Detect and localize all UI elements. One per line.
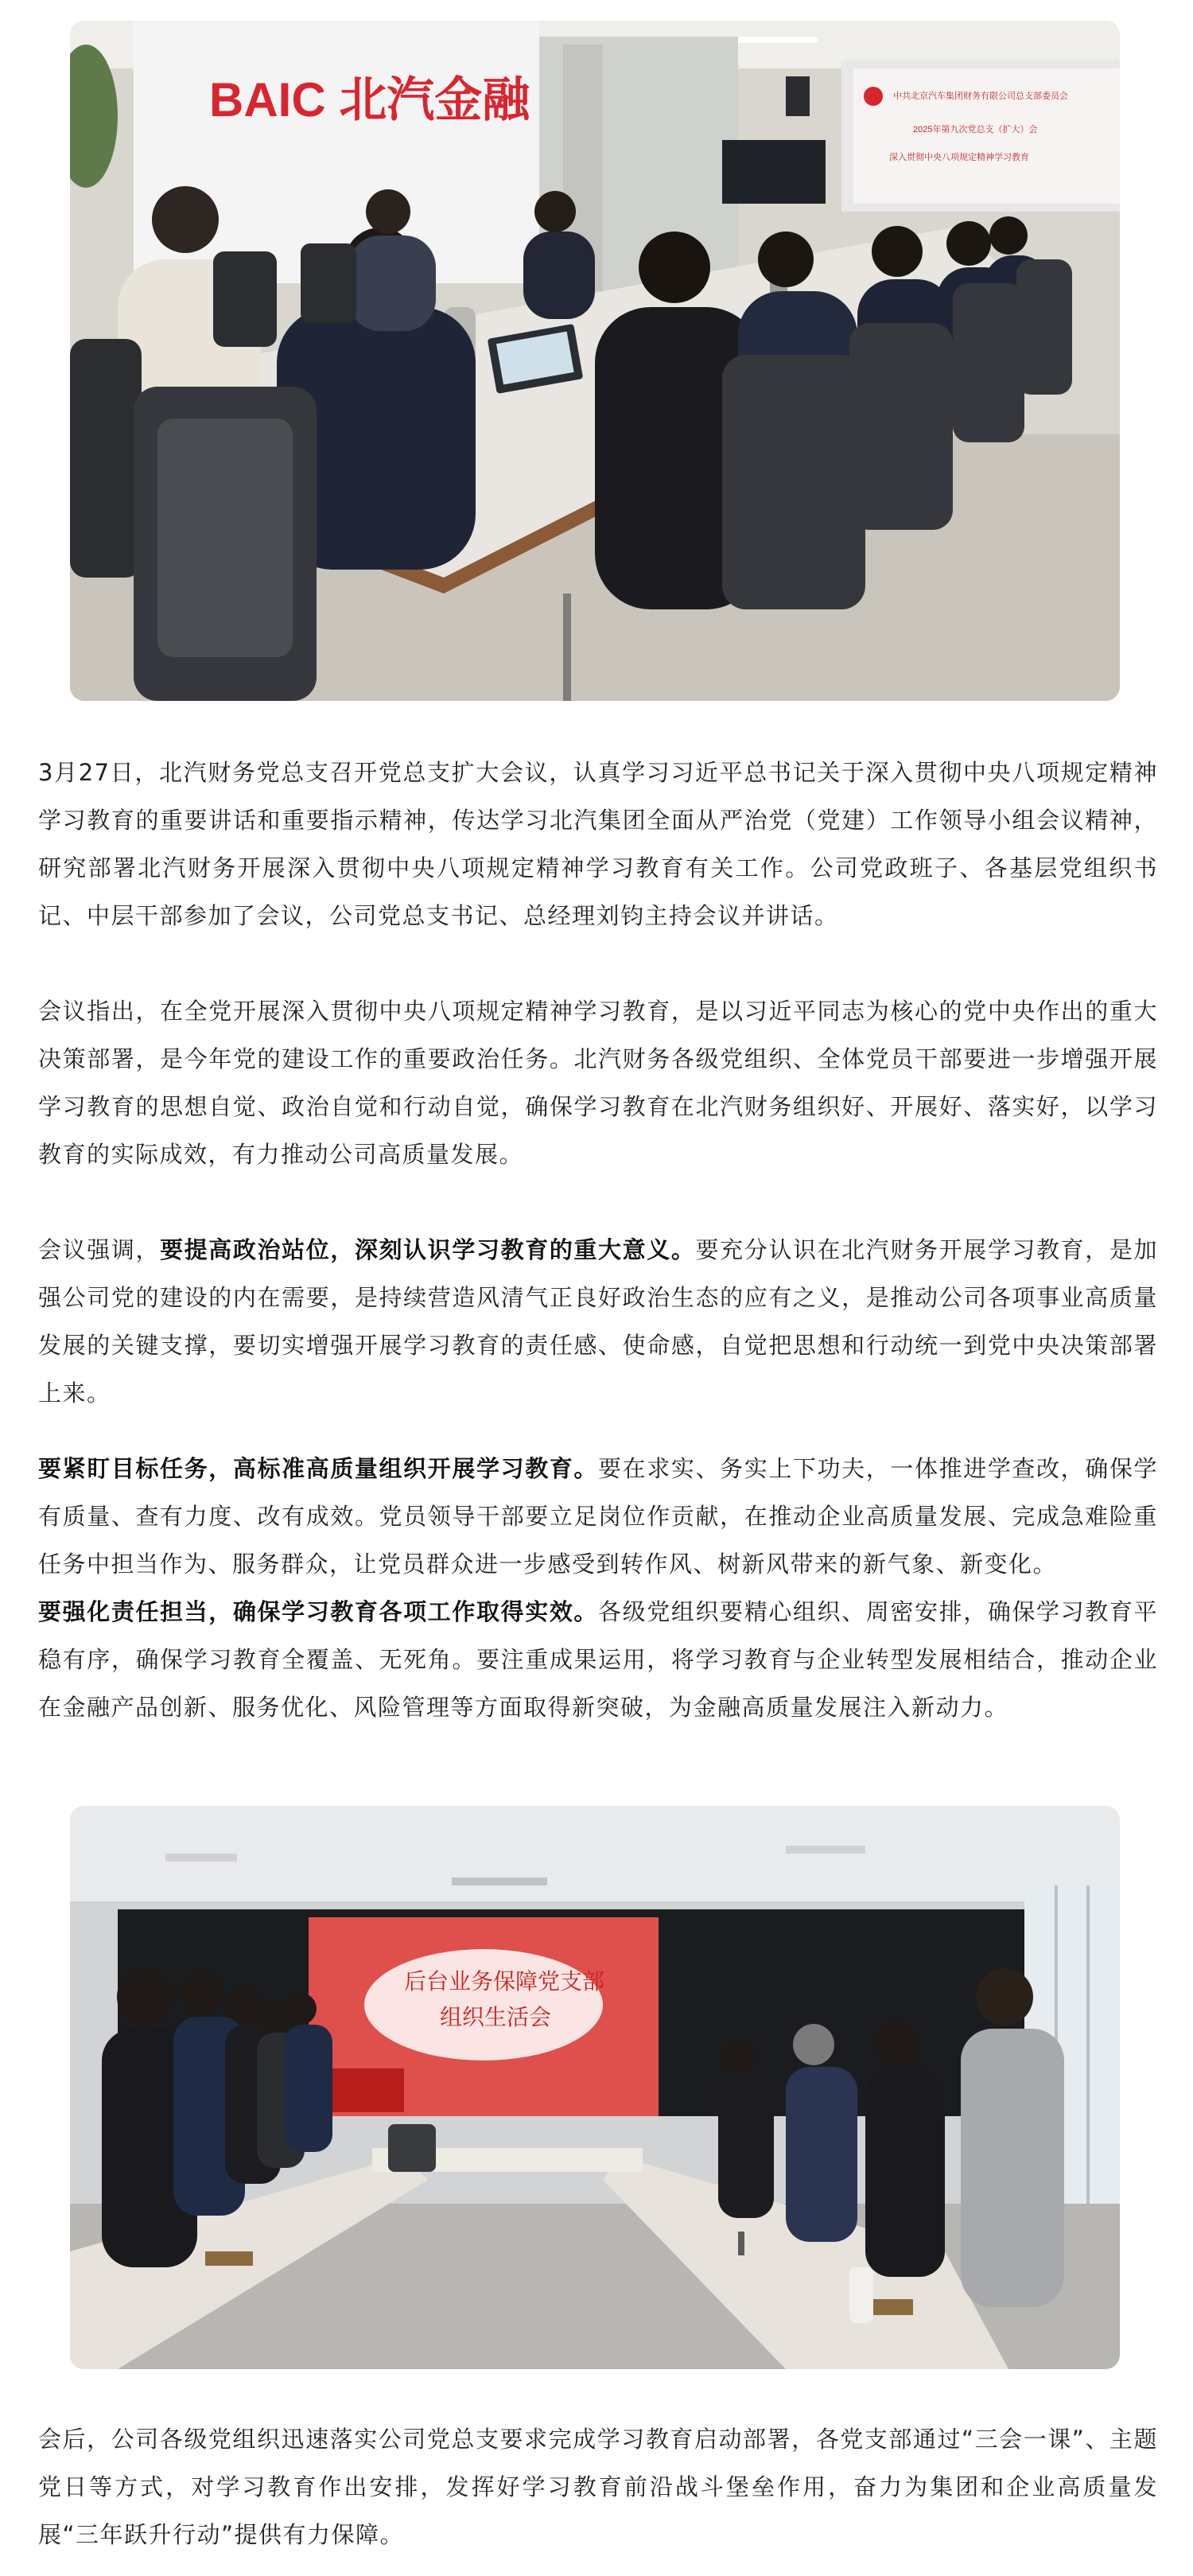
paragraph-meeting-points: 会议指出，在全党开展深入贯彻中央八项规定精神学习教育，是以习近平同志为核心的党中央作出的重大决策部署，是今年党的建设工作的重要政治任务。北汽财务各级党组织、全体党员干部要进一步增强开展学习教育的思想自觉、政治自觉和行动自觉，确保学习教育在北汽财务组织好、开展好、落实好，以学习教育的实际成效，有力推动公司高质量发展。 bbox=[38, 998, 1158, 1168]
paragraph-follow-up: 会后，公司各级党组织迅速落实公司党总支要求完成学习教育启动部署，各党支部通过“三会一课”、主题党日等方式，对学习教育作出安排，发挥好学习教育前沿战斗堡垒作用，奋力为集团和企业高质量发展“三年跃升行动”提供有力保障。 bbox=[38, 2426, 1158, 2548]
p3-rest: 要充分认识在北汽财务开展学习教育，是加强公司党的建设的内在需要，是持续营造风清气正良好政治生态的应有之义，是推动公司各项事业高质量发展的关键支撑，要切实增强开展学习教育的责任感、使命感，自觉把思想和行动统一到党中央决策部署上来。 bbox=[38, 1236, 1158, 1407]
p4-bold: 要紧盯目标任务，高标准高质量组织开展学习教育。 bbox=[38, 1455, 599, 1482]
screen-subtitle: 组织生活会 bbox=[440, 2005, 552, 2029]
screen-line-3: 深入贯彻中央八项规定精神学习教育 bbox=[889, 153, 1029, 162]
p4-rest: 要在求实、务实上下功夫，一体推进学查改，确保学有质量、查有力度、改有成效。党员领导干部要立足岗位作贡献，在推动企业高质量发展、完成急难险重任务中担当作为、服务群众，让党员群众进一步感受到转作风、树新风带来的新气象、新变化。 bbox=[38, 1455, 1158, 1578]
meeting-photo-illustration bbox=[70, 21, 1120, 701]
p3-bold: 要提高政治站位，深刻认识学习教育的重大意义。 bbox=[160, 1236, 696, 1263]
meeting-photo bbox=[70, 21, 1120, 701]
paragraph-responsibility bbox=[38, 1588, 1158, 1731]
p5-rest: 各级党组织要精心组织、周密安排，确保学习教育平稳有序，确保学习教育全覆盖、无死角。要注重成果运用，将学习教育与企业转型发展相结合，推动企业在金融产品创新、服务优化、风险管理等方面取得新突破，为金融高质量发展注入新动力。 bbox=[38, 1598, 1158, 1721]
branch-meeting-photo bbox=[70, 1806, 1120, 2369]
branch-meeting-photo-illustration bbox=[70, 1806, 1120, 2369]
company-logo: BAIC 北汽金融 bbox=[209, 73, 530, 126]
p3-lead: 会议强调， bbox=[38, 1236, 161, 1263]
screen-line-1: 中共北京汽车集团财务有限公司总支部委员会 bbox=[893, 91, 1068, 101]
paragraph-political-stance bbox=[38, 1226, 1158, 1417]
screen-line-2: 2025年第九次党总支（扩大）会 bbox=[913, 125, 1038, 134]
screen-title: 后台业务保障党支部 bbox=[404, 1969, 605, 1994]
p5-bold: 要强化责任担当，确保学习教育各项工作取得实效。 bbox=[38, 1598, 599, 1625]
paragraph-meeting-summary: 3月27日，北汽财务党总支召开党总支扩大会议，认真学习习近平总书记关于深入贯彻中央八项规定精神学习教育的重要讲话和重要指示精神，传达学习北汽集团全面从严治党（党建）工作领导小组会议精神，研究部署北汽财务开展深入贯彻中央八项规定精神学习教育有关工作。公司党政班子、各基层党组织书记、中层干部参加了会议，公司党总支书记、总经理刘钧主持会议并讲话。 bbox=[38, 759, 1158, 929]
paragraph-target-tasks bbox=[38, 1445, 1158, 1588]
